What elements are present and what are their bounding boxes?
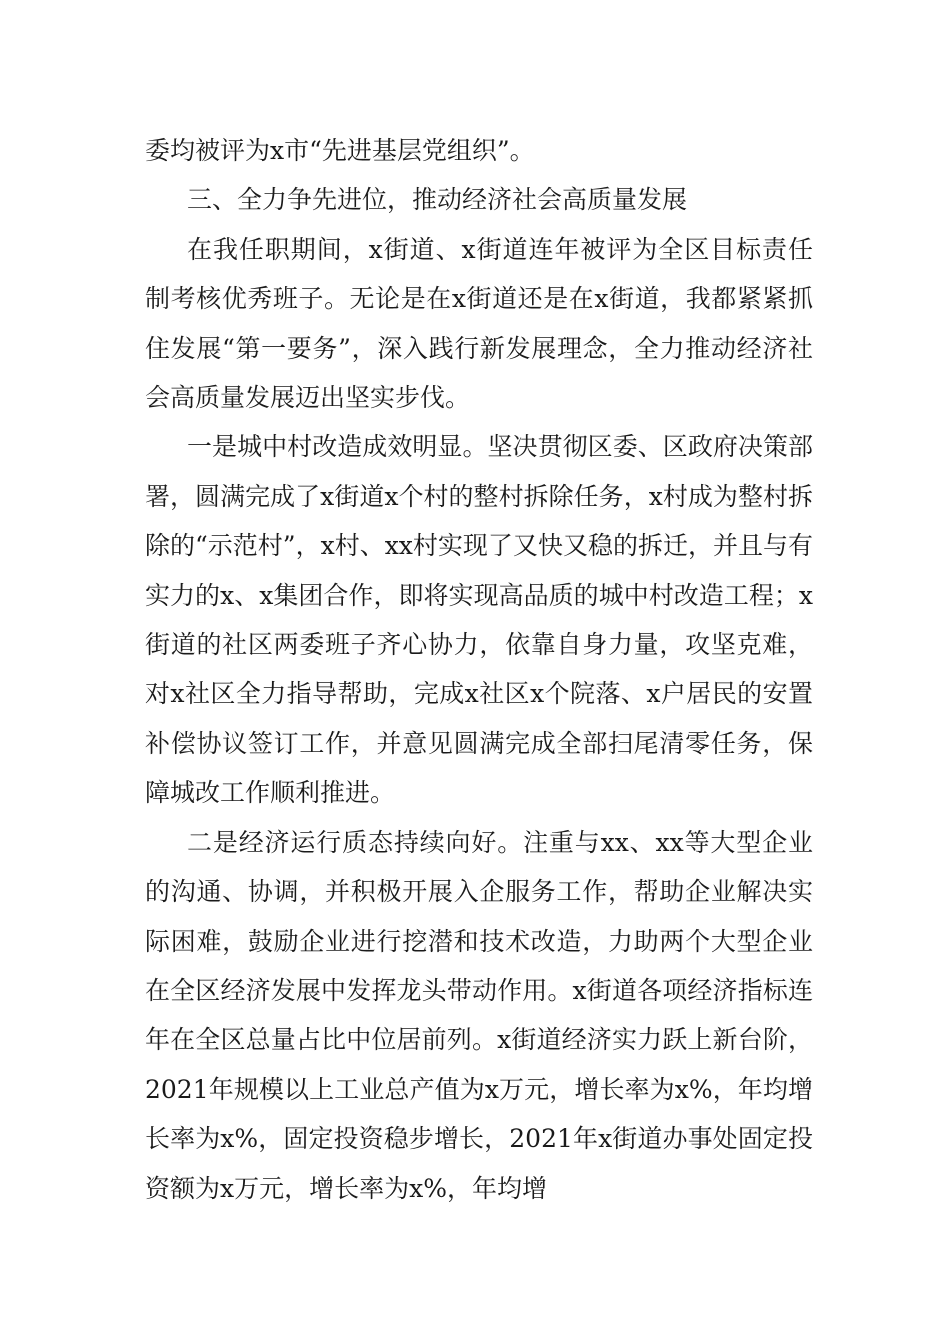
paragraph-urban-village: 一是城中村改造成效明显。坚决贯彻区委、区政府决策部署，圆满完成了x街道x个村的整村拆除任务，x村成为整村拆除的“示范村”，x村、xx村实现了又快又稳的拆迁，并且与有实力的x、x集团合作，即将实现高品质的城中村改造工程；x街道的社区两委班子齐心协力，依靠自身力量，攻坚克难，对x社区全力指导帮助，完成x社区x个院落、x户居民的安置补偿协议签订工作，并意见圆满完成全部扫尾清零任务，保障城改工作顺利推进。 bbox=[145, 432, 813, 808]
section-heading: 三、全力争先进位，推动经济社会高质量发展 bbox=[187, 185, 688, 215]
body-text bbox=[145, 126, 813, 1213]
paragraph-continuation: 委均被评为x市“先进基层党组织”。 bbox=[145, 136, 535, 165]
paragraph-economy: 二是经济运行质态持续向好。注重与xx、xx等大型企业的沟通、协调，并积极开展入企服务工作，帮助企业解决实际困难，鼓励企业进行挖潜和技术改造，力助两个大型企业在全区经济发展中发挥龙头带动作用。x街道各项经济指标连年在全区总量占比中位居前列。x街道经济实力跃上新台阶，2021年规模以上工业总产值为x万元，增长率为x%，年均增长率为x%，固定投资稳步增长，2021年x街道办事处固定投资额为x万元，增长率为x%，年均增 bbox=[145, 827, 814, 1203]
paragraph-term-summary: 在我任职期间，x街道、x街道连年被评为全区目标责任制考核优秀班子。无论是在x街道还是在x街道，我都紧紧抓住发展“第一要务”，深入践行新发展理念，全力推动经济社会高质量发展迈出坚实步伐。 bbox=[145, 234, 813, 413]
